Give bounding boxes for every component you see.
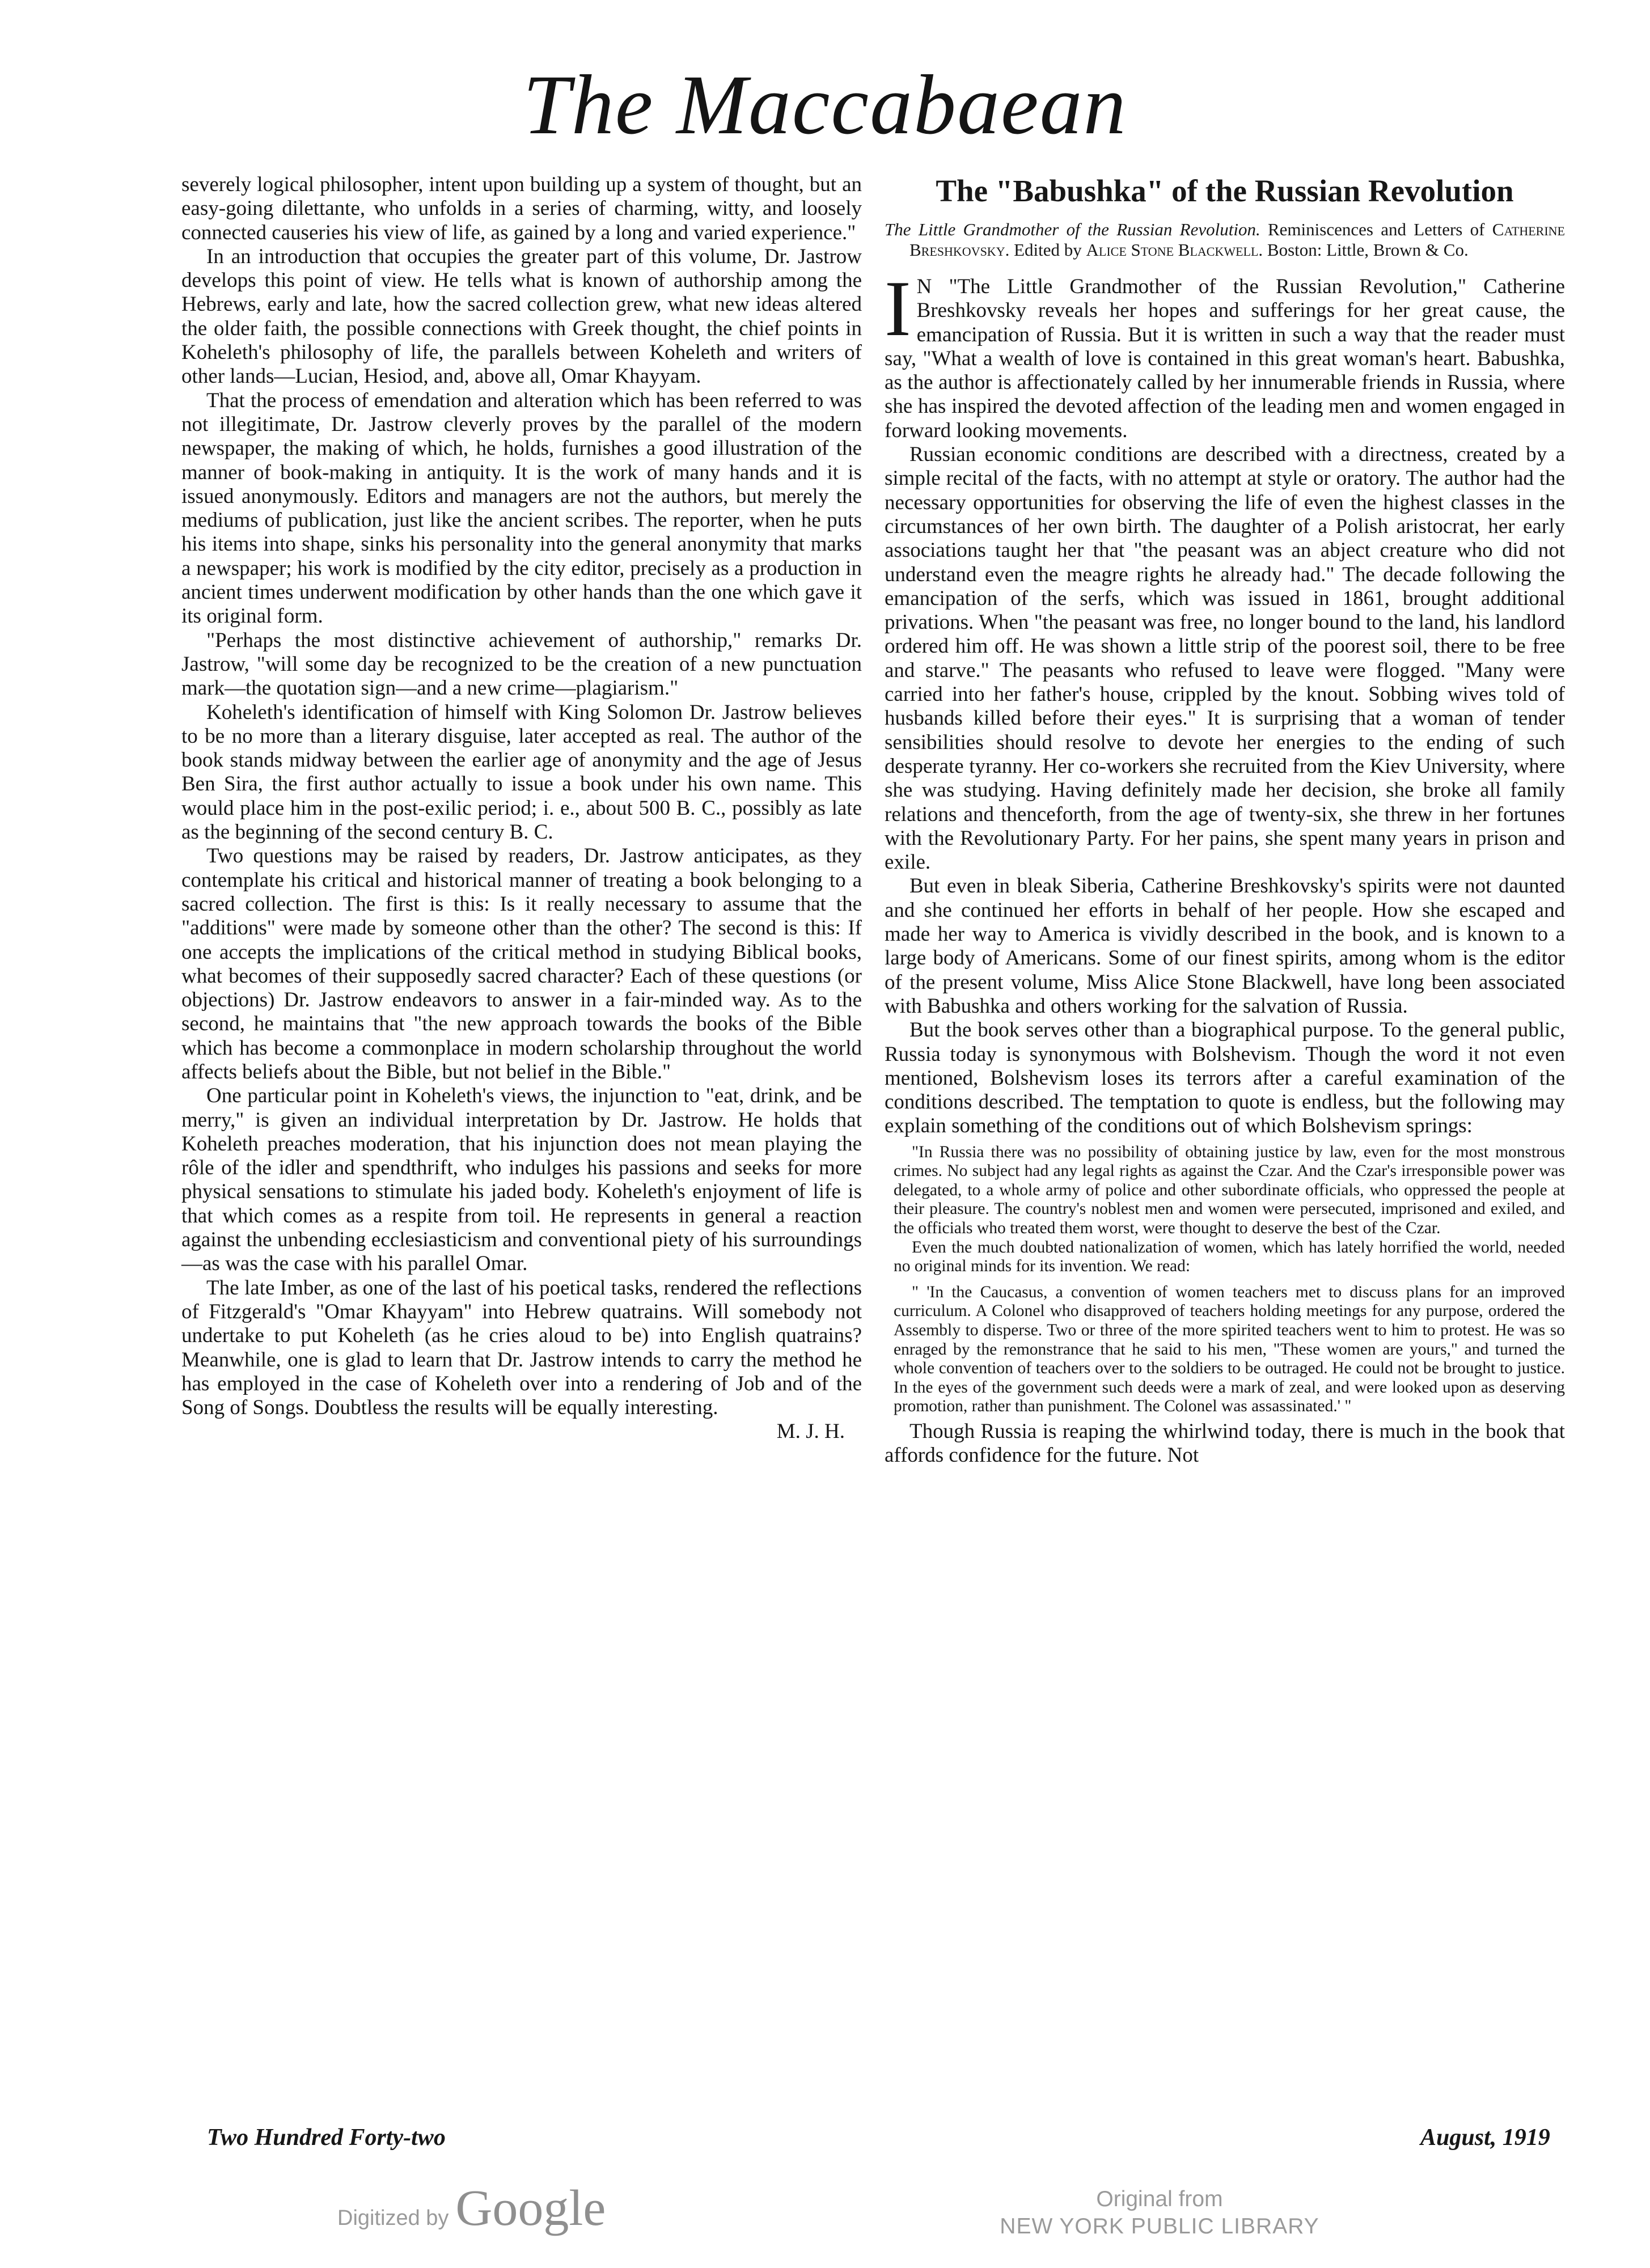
article-title: The "Babushka" of the Russian Revolution [936,174,1514,208]
original-from-label: Original from [1096,2187,1223,2211]
right-paragraph-1-text: N "The Little Grandmother of the Russian Revolution," Catherine Breshkovsky reveals her hopes and sufferings for her great cause, the emancipation of Russia. But it is written in such a way that the reader must say, "What a wealth of love is contained in this great woman's heart. Babushka, as the author is affectionately called by her innumerable friends in Russia, where she has inspired the devoted affection of the leading men and women engaged in forward looking movements. [885,275,1565,442]
author-signature: M. J. H. [776,1420,845,1444]
left-column [181,173,862,1444]
block-quote-1: "In Russia there was no possibility of obtaining justice by law, even for the most monstrous crimes. No subject had any legal rights as against the Czar. And the Czar's irresponsible power was delegated, to a whole army of police and other subordinate officials, who oppressed the people at their pleasure. The country's noblest men and women were persecuted, imprisoned and exiled, and the officials who treated them worst, were thought to deserve the best of the Czar. [894,1143,1565,1238]
block-quote-2: Even the much doubted nationalization of women, which has lately horrified the world, needed no original minds for its invention. We read: [894,1238,1565,1276]
right-paragraph-2: Russian economic conditions are described with a directness, created by a simple recital of the facts, with no attempt at style or oratory. The author had the necessary opportunities for observing the life of even the highest classes in the circumstances of her own birth. The daughter of a Polish aristocrat, her early associations taught her that "the peasant was an abject creature who did not understand even the meagre rights he already had." The decade following the emancipation of the serfs, which was issued in 1861, brought additional privations. When "the peasant was free, no longer bound to the land, his landlord ordered him off. He was shown a little strip of the poorest soil, there to be free and starve." The peasants who refused to leave were flogged. "Many were carried into her father's house, crippled by the knout. Sobbing wives told of husbands killed before their eyes." It is surprising that a woman of tender sensibilities should resolve to devote her energies to the ending of such desperate tyranny. Her co-workers she recruited from the Kiev University, where she was studying. Having definitely made her decision, she broke all family relations and thenceforth, from the age of twenty-six, she threw in her fortunes with the Revolutionary Party. For her pains, she spent many years in prison and exile. [885,443,1565,874]
book-title: The Little Grandmother of the Russian Revolution. [885,219,1260,239]
issue-date: August, 1919 [1420,2125,1550,2151]
google-logo: Google [455,2180,606,2236]
right-paragraph-1 [885,265,1565,443]
book-description: Reminiscences and Letters of [1268,219,1485,239]
digitized-by-label: Digitized by [337,2206,449,2230]
book-citation [885,219,1565,260]
page-number: Two Hundred Forty-two [207,2125,446,2151]
library-name: NEW YORK PUBLIC LIBRARY [1000,2214,1319,2239]
left-paragraph-7: One particular point in Koheleth's views, the injunction to "eat, drink, and be merry," is given an individual interpretation by Dr. Jastrow. He holds that Koheleth preaches moderation, that his injunction does not mean playing the rôle of the idler and spendthrift, who indulges his passions and seeks for more physical sensations to stimulate his jaded body. Koheleth's enjoyment of life is that which comes as a respite from toil. He represents in general a reaction against the unbending ecclesiasticism and conventional piety of his surroundings—as was the case with his parallel Omar. [181,1084,862,1276]
left-paragraph-6: Two questions may be raised by readers, Dr. Jastrow anticipates, as they contemplate his critical and historical manner of treating a book belonging to a sacred collection. The first is this: Is it really necessary to assume that the "additions" were made by someone other than the other? The second is this: If one accepts the implications of the critical method in studying Biblical books, what becomes of their supposedly sacred character? Each of these questions (or objections) Dr. Jastrow endeavors to answer in a fair-minded way. As to the second, he maintains that "the new approach towards the books of the Bible which has become a commonplace in modern scholarship throughout the world affects beliefs about the Bible, but not belief in the Bible." [181,844,862,1084]
source-watermark [989,2186,1330,2240]
right-column [885,173,1565,1468]
left-paragraph-4: "Perhaps the most distinctive achievement of authorship," remarks Dr. Jastrow, "will some day be recognized to be the creation of a new punctuation mark—the quotation sign—and a new crime—plagiarism." [181,628,862,700]
left-paragraph-1: severely logical philosopher, intent upon building up a system of thought, but an easy-going dilettante, who unfolds in a series of charming, witty, and loosely connected causeries his view of life, as gained by a long and varied experience." [181,173,862,244]
right-paragraph-final: Though Russia is reaping the whirlwind today, there is much in the book that affords confidence for the future. Not [885,1420,1565,1467]
book-publisher: Boston: Little, Brown & Co. [1267,240,1469,260]
left-paragraph-3: That the process of emendation and alteration which has been referred to was not illegitimate, Dr. Jastrow cleverly proves by the parallel of the modern newspaper, the making of which, he holds, furnishes a good illustration of the manner of book-making in antiquity. It is the work of many hands and it is issued anonymously. Editors and managers are not the authors, but merely the mediums of publication, just like the ancient scribes. The reporter, when he puts his items into shape, sinks his personality into the general anonymity that marks a newspaper; his work is modified by the city editor, precisely as a production in ancient times underwent modification by other hands than the one which gave it its original form. [181,388,862,628]
left-paragraph-2: In an introduction that occupies the greater part of this volume, Dr. Jastrow develops this point of view. He tells what is known of authorship among the Hebrews, early and late, how the sacred collection grew, what new ideas altered the older faith, the possible connections with Greek thought, the chief points in Koheleth's philosophy of life, the parallels between Koheleth and writers of other lands—Lucian, Hesiod, and, above all, Omar Khayyam. [181,244,862,388]
block-quote-3: " 'In the Caucasus, a convention of women teachers met to discuss plans for an improved curriculum. A Colonel who disapproved of teachers holding meetings for any purpose, ordered the Assembly to disperse. Two or three of the more spirited teachers went to him to protest. He was so enraged by the remonstrance that he said to his men, "These women are yours," and turned the whole convention of teachers over to the soldiers to be outraged. He could not be brought to justice. In the eyes of the government such deeds were a mark of zeal, and were looked upon as deserving promotion, rather than punishment. The Colonel was assassinated.' " [894,1283,1565,1416]
right-paragraph-4: But the book serves other than a biographical purpose. To the general public, Russia today is synonymous with Bolshevism. Though the word it not even mentioned, Bolshevism loses its terrors after a careful examination of the conditions described. The temptation to quote is endless, but the following may explain something of the conditions out of which Bolshevism springs: [885,1018,1565,1138]
drop-cap: I [885,265,911,353]
book-author: Catherine Breshkovsky. [909,219,1565,260]
book-editor: Alice Stone Blackwell. [1086,240,1263,260]
book-edited-by: Edited by [1014,240,1082,260]
digitized-by-watermark [337,2180,606,2236]
left-paragraph-8: The late Imber, as one of the last of his poetical tasks, rendered the reflections of Fitzgerald's "Omar Khayyam" into Hebrew quatrains. Will somebody not undertake to put Koheleth (as he cries aloud to be) into English quatrains? Meanwhile, one is glad to learn that Dr. Jastrow intends to carry the method he has employed in the case of Koheleth over into a rendering of Job and of the Song of Songs. Doubtless the results will be equally interesting. [181,1276,862,1420]
masthead-title: The Maccabaean [523,58,1127,152]
left-paragraph-5: Koheleth's identification of himself with King Solomon Dr. Jastrow believes to be no more than a literary disguise, later accepted as real. The author of the book stands midway between the earlier age of anonymity and the age of Jesus Ben Sira, the first author actually to issue a book under his own name. This would place him in the post-exilic period; i. e., about 500 B. C., possibly as late as the beginning of the second century B. C. [181,700,862,844]
right-paragraph-3: But even in bleak Siberia, Catherine Breshkovsky's spirits were not daunted and she continued her efforts in behalf of her people. How she escaped and made her way to America is vividly described in the book, and is known to a large body of Americans. Some of our finest spirits, among whom is the editor of the present volume, Miss Alice Stone Blackwell, have long been associated with Babushka and others working for the salvation of Russia. [885,874,1565,1018]
